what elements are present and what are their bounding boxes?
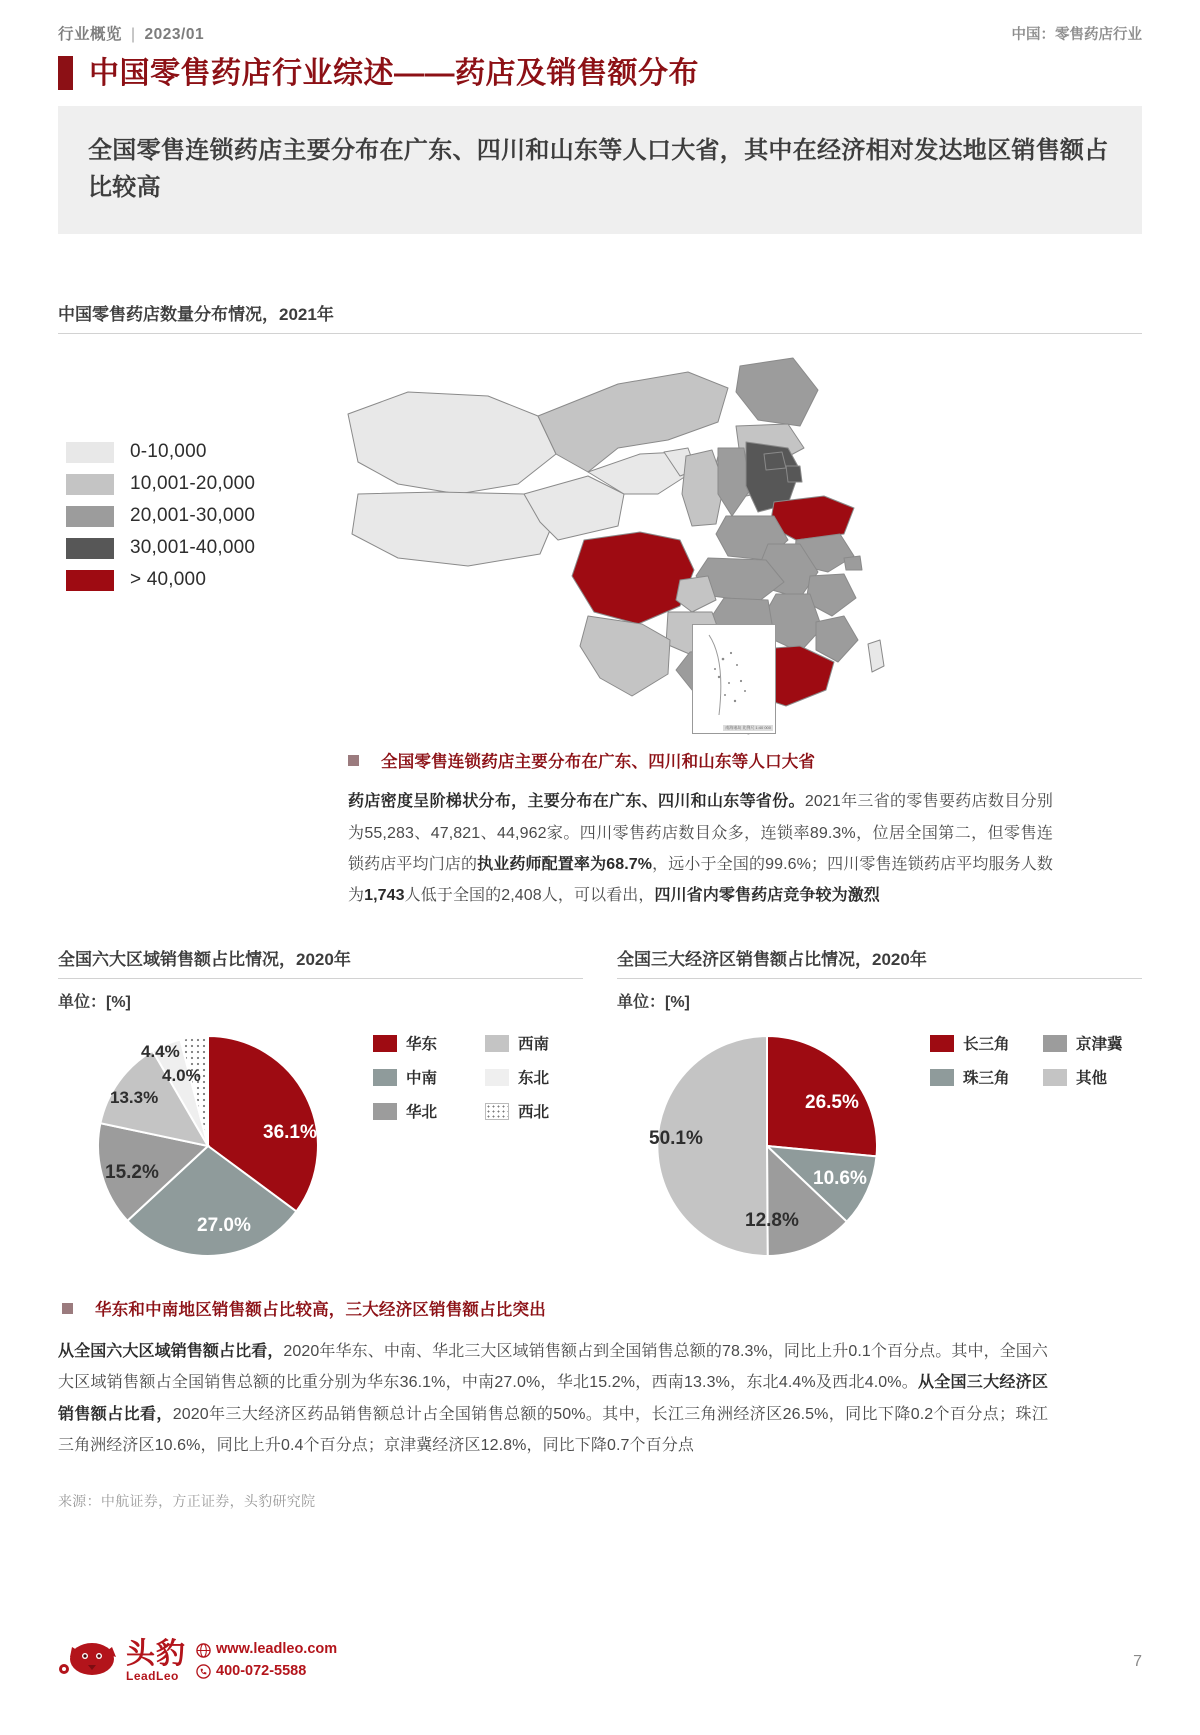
legend-swatch-4 (66, 570, 114, 591)
legend-label-0: 0-10,000 (130, 441, 207, 463)
legend-swatch-qita (1043, 1069, 1067, 1086)
subtitle-banner (58, 106, 1142, 234)
legend-swatch-dongbei (485, 1069, 509, 1086)
map-legend-item (66, 564, 255, 596)
map-area (58, 344, 1142, 744)
logo-wordmark (126, 1637, 187, 1683)
phone-icon (196, 1664, 211, 1679)
inset-islands-svg (693, 625, 775, 733)
three-zones-legend (930, 1032, 1142, 1088)
pie1-value-zhongnan: 27.0% (197, 1215, 251, 1237)
bullet-square-icon (62, 1303, 73, 1314)
legend-swatch-3 (66, 538, 114, 559)
map-chart-title: 中国零售药店数量分布情况，2021年 (58, 300, 1142, 334)
map-legend-item (66, 500, 255, 532)
bullet-square-icon (348, 755, 359, 766)
footer-website-row[interactable] (196, 1639, 337, 1661)
logo-cn-text: 头豹 (126, 1637, 187, 1670)
page-footer (58, 1639, 337, 1683)
legend-swatch-zhongnan (373, 1069, 397, 1086)
legend-item-dongbei (485, 1066, 583, 1088)
title-accent-block (58, 56, 73, 90)
map-legend-item (66, 436, 255, 468)
six-regions-title: 全国六大区域销售额占比情况，2020年 (58, 945, 583, 979)
six-regions-pie-svg (58, 1018, 358, 1280)
legend-item-qita (1043, 1066, 1142, 1088)
bottom-summary: 从全国六大区域销售额占比看，2020年华东、中南、华北三大区域销售额占到全国销售总额的78.3%，同比上升0.1个百分点。其中，全国六大区域销售额占全国销售总额的比重分别为华东36.1%，中南27.0%，华北15.2%，西南13.3%，东北4.4%及西北4.0%。从全国三大经济区销售额占比看，2020年三大经济区药品销售额总计占全国销售总额的50%。其中，长江三角洲经济区26.5%，同比下降0.2个百分点；珠江三角洲经济区10.6%，同比上升0.4个百分点；京津冀经济区12.8%，同比下降0.7个百分点 (58, 1343, 1048, 1454)
legend-swatch-xibei (485, 1103, 509, 1120)
legend-label-4: > 40,000 (130, 569, 207, 591)
legend-swatch-zhusanjiao (930, 1069, 954, 1086)
logo-en-text: LeadLeo (126, 1668, 179, 1683)
page-number: 7 (1133, 1653, 1142, 1670)
legend-text-changsanjiao: 长三角 (963, 1036, 1010, 1054)
header-date: 2023/01 (144, 26, 205, 43)
legend-item-xinan (485, 1032, 583, 1054)
legend-swatch-changsanjiao (930, 1035, 954, 1052)
pie2-value-jingjinji: 12.8% (745, 1210, 799, 1232)
header-category: 行业概览 (58, 26, 123, 43)
pie1-value-xibei: 4.0% (162, 1066, 201, 1086)
legend-item-jingjinji (1043, 1032, 1142, 1054)
page-header (58, 0, 1142, 44)
six-regions-unit: 单位：[%] (58, 994, 131, 1012)
leopard-logo-icon (58, 1639, 120, 1683)
south-china-sea-inset (692, 624, 776, 734)
legend-swatch-huadong (373, 1035, 397, 1052)
legend-label-2: 20,001-30,000 (130, 505, 256, 527)
pie1-value-xinan: 13.3% (110, 1088, 159, 1108)
bottom-bullet-text: 华东和中南地区销售额占比较高，三大经济区销售额占比突出 (95, 1301, 546, 1320)
leopard-head-svg (58, 1639, 120, 1683)
six-regions-pie-wrap (58, 1018, 583, 1280)
panel-three-zones (617, 945, 1142, 1280)
legend-text-xinan: 西南 (518, 1036, 550, 1054)
legend-swatch-huabei (373, 1103, 397, 1120)
legend-item-changsanjiao (930, 1032, 1029, 1054)
legend-label-3: 30,001-40,000 (130, 537, 256, 559)
header-industry-tag: 中国：零售药店行业 (1011, 27, 1142, 43)
map-bullet-row (348, 748, 1142, 772)
pie2-value-qita: 50.1% (649, 1128, 703, 1150)
legend-text-dongbei: 东北 (518, 1070, 550, 1088)
legend-swatch-0 (66, 442, 114, 463)
legend-item-zhusanjiao (930, 1066, 1029, 1088)
footer-website: www.leadleo.com (216, 1641, 338, 1658)
pie2-value-changsanjiao: 26.5% (805, 1092, 859, 1114)
legend-item-xibei (485, 1100, 583, 1122)
legend-text-zhusanjiao: 珠三角 (963, 1070, 1010, 1088)
legend-item-huabei (373, 1100, 471, 1122)
legend-item-huadong (373, 1032, 471, 1054)
map-legend-item (66, 468, 255, 500)
legend-swatch-xinan (485, 1035, 509, 1052)
legend-text-jingjinji: 京津冀 (1076, 1036, 1123, 1054)
legend-text-huadong: 华东 (406, 1036, 438, 1054)
legend-text-zhongnan: 中南 (406, 1070, 438, 1088)
legend-item-zhongnan (373, 1066, 471, 1088)
three-zones-title: 全国三大经济区销售额占比情况，2020年 (617, 945, 1142, 979)
six-regions-legend (373, 1032, 583, 1122)
pie1-value-huabei: 15.2% (105, 1162, 159, 1184)
pie1-value-dongbei: 4.4% (141, 1042, 180, 1062)
legend-text-qita: 其他 (1076, 1070, 1108, 1088)
map-paragraph: 药店密度呈阶梯状分布，主要分布在广东、四川和山东等省份。2021年三省的零售要药店数目分别为55,283、47,821、44,962家。四川零售药店数目众多，连锁率89.3%，位居全国第二，但零售连锁药店平均门店的执业药师配置率为68.7%，远小于全国的99.6%；四川零售连锁药店平均服务人数为1,743人低于全国的2,408人，可以看出，四川省内零售药店竞争较为激烈 (348, 793, 1053, 904)
footer-phone: 400-072-5588 (216, 1663, 307, 1679)
subtitle-text: 全国零售连锁药店主要分布在广东、四川和山东等人口大省，其中在经济相对发达地区销售额占比较高 (88, 137, 1109, 202)
globe-icon (196, 1643, 211, 1658)
china-map-svg (288, 344, 1008, 744)
three-zones-pie-wrap (617, 1018, 1142, 1280)
legend-text-xibei: 西北 (518, 1104, 550, 1122)
legend-swatch-1 (66, 474, 114, 495)
legend-text-huabei: 华北 (406, 1104, 438, 1122)
legend-swatch-jingjinji (1043, 1035, 1067, 1052)
source-line: 来源：中航证券，方正证券，头豹研究院 (58, 1492, 316, 1509)
map-legend-item (66, 532, 255, 564)
map-bullet-text: 全国零售连锁药店主要分布在广东、四川和山东等人口大省 (381, 753, 816, 772)
panel-six-regions (58, 945, 583, 1280)
pie1-value-huadong: 36.1% (263, 1122, 317, 1144)
map-legend (66, 436, 255, 596)
china-choropleth-map (288, 344, 1008, 744)
three-zones-unit: 单位：[%] (617, 994, 690, 1012)
page-title-row (58, 56, 1142, 90)
header-separator: | (131, 26, 136, 43)
legend-swatch-2 (66, 506, 114, 527)
pie-panels (58, 945, 1142, 1280)
inset-scale-note: 南海诸岛 比例尺 1:40 000 (725, 724, 771, 730)
header-breadcrumb (58, 22, 204, 44)
legend-label-1: 10,001-20,000 (130, 473, 256, 495)
footer-phone-row[interactable] (196, 1661, 337, 1683)
footer-contact (196, 1639, 337, 1683)
bottom-bullet-row (62, 1296, 1142, 1320)
page-title: 中国零售药店行业综述——药店及销售额分布 (89, 56, 699, 90)
pie2-value-zhusanjiao: 10.6% (813, 1168, 867, 1190)
